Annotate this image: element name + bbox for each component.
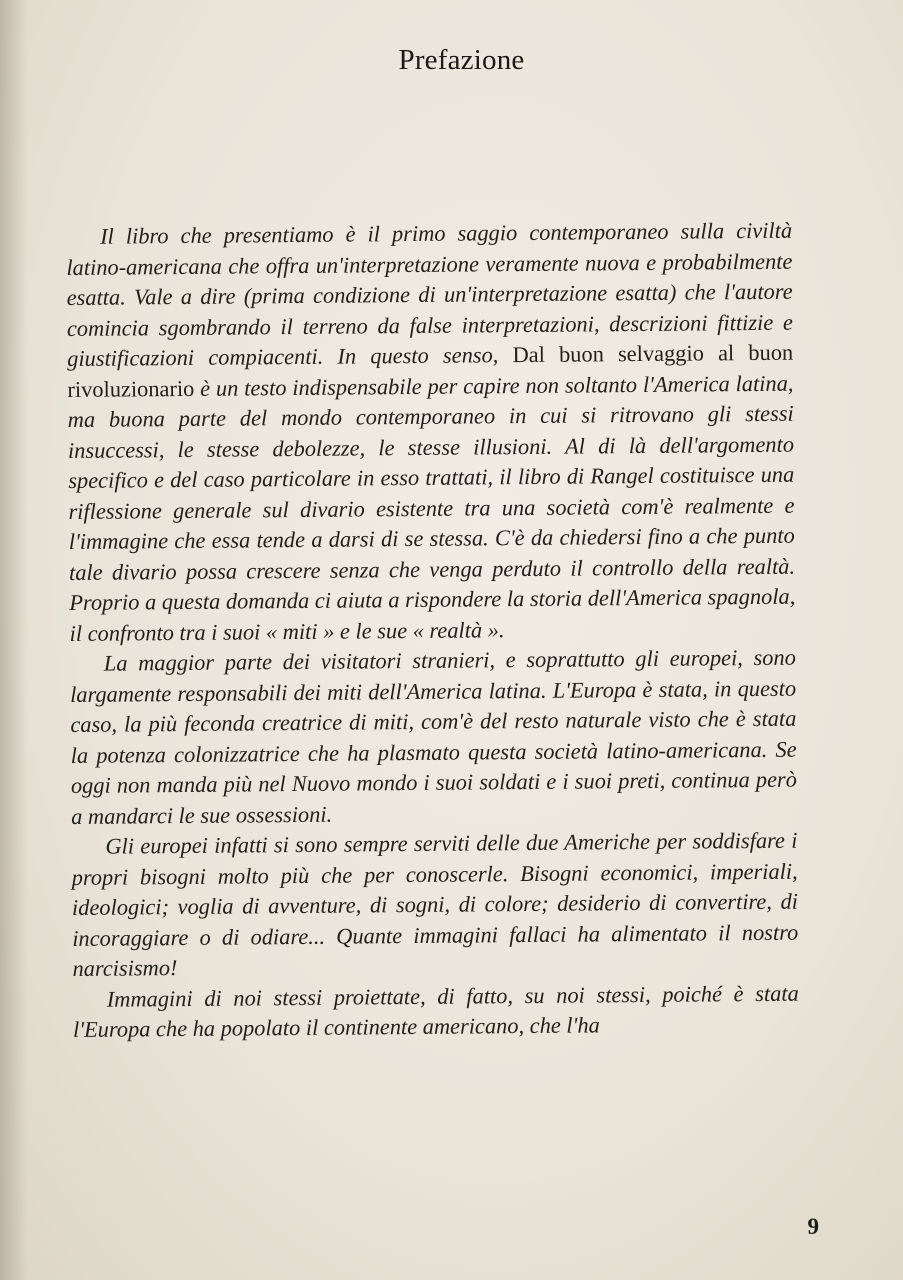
paragraph-4: Immagini di noi stessi proiettate, di fatto, su noi stessi, poiché è stata l'Europa che ha popolato il continente americano, che l'ha (72, 980, 799, 1042)
paragraph-2: La maggior parte dei visitatori stranieri, e soprattutto gli europei, sono largamente responsabili dei miti dell'America latina. L'Europa è stata, in questo caso, la più feconda creatrice di miti, com'è del resto naturale visto che è stata la potenza colonizzatrice che ha plasmato questa società latino-americana. Se oggi non manda più nel Nuovo mondo i suoi soldati e i suoi preti, continua però a mandarci le sue ossessioni. (70, 644, 797, 829)
paragraph-1-part-1: Il libro che presentiamo è il primo saggio contemporaneo sulla civiltà latino-americana che offra un'interpretazione veramente nuova e probabilmente esatta. Vale a dire (prima condizione di un'interpretazione esatta) che l'autore comincia sgombrando il terreno da false interpretazioni, descrizioni fittizie e giustificazioni compiacenti. In questo senso, (66, 217, 794, 371)
body-text (66, 216, 799, 1046)
paragraph-3: Gli europei infatti si sono sempre serviti delle due Americhe per soddisfare i propri bisogni molto più che per conoscerle. Bisogni economici, imperiali, ideologici; voglia di avventure, di sogni, di colore; desiderio di convertire, di incoraggiare o di odiare... Quante immagini fallaci ha alimentato il nostro narcisismo! (71, 827, 799, 981)
page-title: Prefazione (398, 44, 525, 76)
paragraph-1-part-2: è un testo indispensabile per capire non soltanto l'America latina, ma buona parte del mondo contemporaneo in cui si ritrovano gli stessi insuccessi, le stesse debolezze, le stesse illusioni. Al di là dell'argomento specifico e del caso particolare in esso trattati, il libro di Rangel costituisce una riflessione generale sul divario esistente tra una società com'è realmente e l'immagine che essa tende a darsi di se stessa. C'è da chiedersi fino a che punto tale divario possa crescere senza che venga perduto il controllo della realtà. Proprio a questa domanda ci aiuta a rispondere la storia dell'America spagnola, il confronto tra i suoi « miti » e le sue « realtà ». (67, 370, 796, 646)
page-number: 9 (807, 1214, 819, 1239)
gutter-shadow (0, 0, 28, 1280)
paragraph-1 (66, 216, 796, 649)
book-title: Dal buon selvaggio al buon rivoluzionario (67, 339, 794, 402)
